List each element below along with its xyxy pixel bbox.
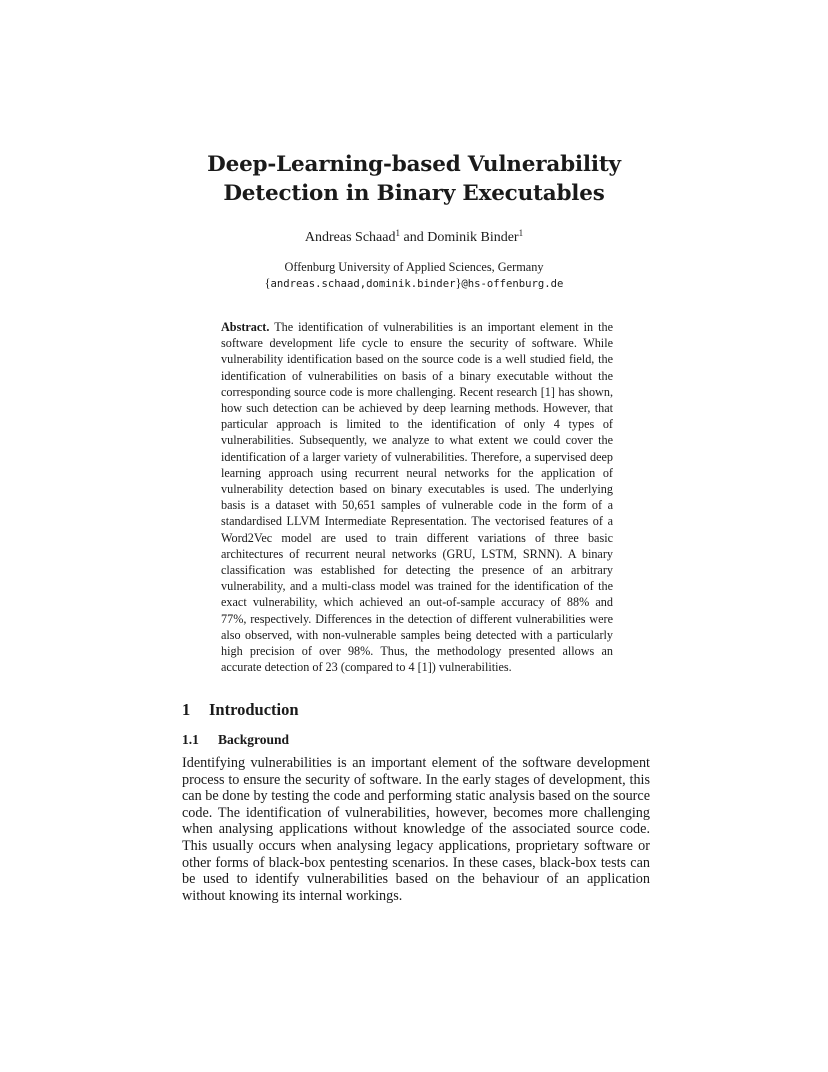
affiliation: Offenburg University of Applied Sciences, Germany [284,260,544,274]
abstract [221,319,613,675]
author-email [150,275,678,292]
author-conjunction: and [399,230,428,245]
subsection-title: Background [218,732,290,747]
email-open-brace: { [264,276,271,290]
paper-title: Deep-Learning-based Vulnerability Detection in Binary Executables [207,152,621,206]
email-close-brace: } [455,276,462,290]
section-heading [182,699,299,721]
email-names: andreas.schaad,dominik.binder [270,278,456,290]
author-name: Dominik Binder [427,230,519,245]
body-paragraph: Identifying vulnerabilities is an important element of the software development process to ensure the security of software. In the early stages of development, this can be done by testing the code and performing static analysis based on the source code. The identification of vulnerabilities, however, becomes more challenging when analysing applications without knowledge of the associated source code. This usually occurs when analysing legacy applications, proprietary software or other forms of black-box pentesting scenarios. In these cases, black-box tests can be used to identify vulnerabilities based on the behaviour of an application without knowing its internal workings. [182,755,650,904]
subsection-number: 1.1 [182,732,199,747]
abstract-label: Abstract. [221,320,270,334]
abstract-text: The identification of vulnerabilities is an important element in the software development life cycle to ensure the security of software. While vulnerability identification based on the source code is a well studied field, the identification of vulnerabilities on basis of a binary executable without the corresponding source code is more challenging. Recent research [1] has shown, how such detection can be achieved by deep learning methods. However, that particular approach is limited to the identification of only 4 types of vulnerabilities. Subsequently, we analyze to what extent we could cover the identification of a larger variety of vulnerabilities. Therefore, a supervised deep learning approach using recurrent neural networks for the application of vulnerability detection based on binary executables is used. The underlying basis is a dataset with 50,651 samples of vulnerable code in the form of a standardised LLVM Intermediate Representation. The vectorised features of a Word2Vec model are used to train different variations of three basic architectures of recurrent neural networks (GRU, LSTM, SRNN). A binary classification was established for detecting the presence of an arbitrary vulnerability, and a multi-class model was trained for the identification of the exact vulnerability, which achieved an out-of-sample accuracy of 88% and 77%, respectively. Differences in the detection of different vulnerabilities were also observed, with non-vulnerable samples being detected with a particularly high precision of over 98%. Thus, the methodology presented allows an accurate detection of 23 (compared to 4 [1]) vulnerabilities. [221,320,614,675]
author-line [150,229,678,247]
affiliation-marker: 1 [395,228,400,238]
subsection-heading [182,731,289,749]
affiliation-marker: 1 [518,228,524,238]
email-domain: @hs-offenburg.de [461,278,564,290]
section-title: Introduction [209,700,299,719]
author-name: Andreas Schaad [304,230,396,245]
section-number: 1 [182,700,191,719]
